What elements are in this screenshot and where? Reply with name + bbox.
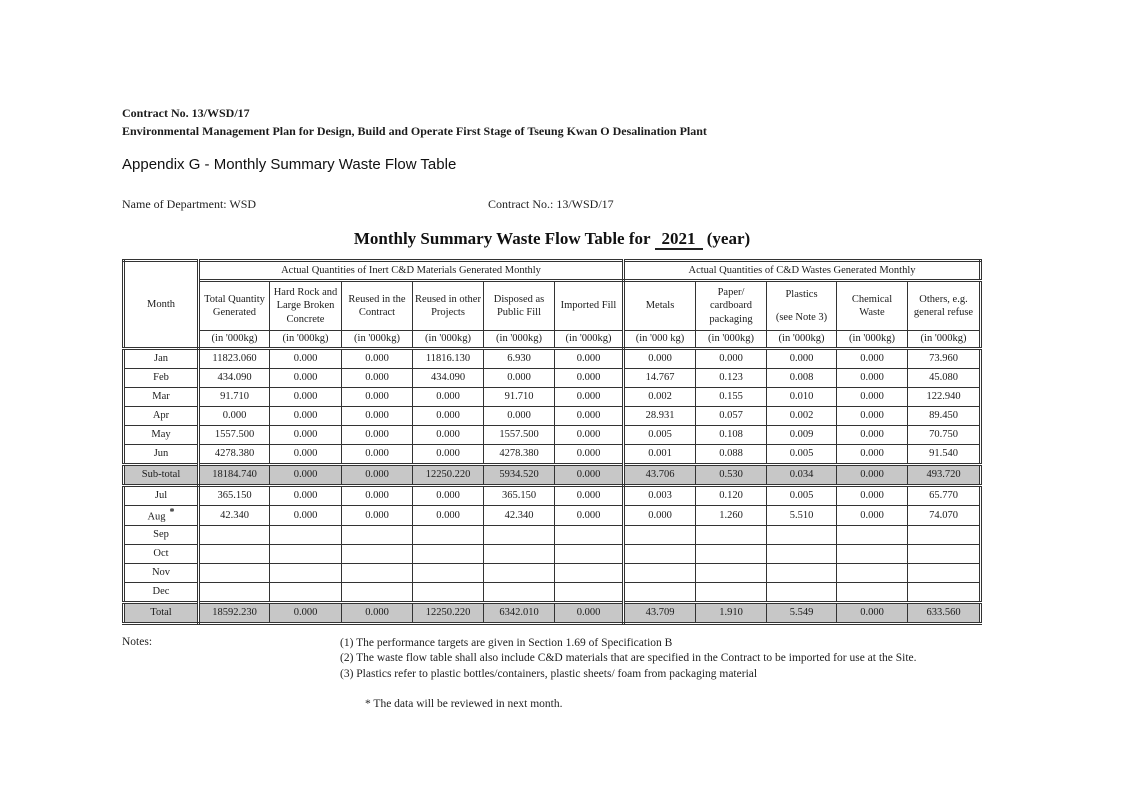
value-cell: 74.070 bbox=[908, 506, 981, 526]
row-month-cell: Total bbox=[124, 602, 199, 623]
value-cell bbox=[767, 563, 837, 582]
table-row bbox=[124, 582, 981, 602]
value-cell: 1.910 bbox=[696, 602, 767, 623]
value-cell bbox=[342, 544, 413, 563]
value-cell: 0.005 bbox=[767, 445, 837, 465]
value-cell: 0.000 bbox=[555, 369, 624, 388]
value-cell: 0.000 bbox=[270, 602, 342, 623]
value-cell: 18184.740 bbox=[199, 465, 270, 486]
table-body bbox=[124, 349, 981, 624]
value-cell: 0.002 bbox=[767, 407, 837, 426]
value-cell: 0.000 bbox=[270, 349, 342, 369]
table-row bbox=[124, 486, 981, 506]
value-cell: 0.010 bbox=[767, 388, 837, 407]
value-cell: 434.090 bbox=[413, 369, 484, 388]
value-cell bbox=[767, 544, 837, 563]
value-cell bbox=[555, 544, 624, 563]
value-cell: 122.940 bbox=[908, 388, 981, 407]
value-cell bbox=[696, 582, 767, 602]
value-cell: 0.001 bbox=[624, 445, 696, 465]
value-cell: 0.000 bbox=[342, 506, 413, 526]
table-title-prefix: Monthly Summary Waste Flow Table for bbox=[353, 229, 651, 248]
unit-cell: (in '000kg) bbox=[837, 331, 908, 349]
inert-materials-section-header: Actual Quantities of Inert C&D Materials Generated Monthly bbox=[199, 261, 624, 281]
value-cell bbox=[413, 563, 484, 582]
unit-cell: (in '000kg) bbox=[413, 331, 484, 349]
value-cell: 0.000 bbox=[555, 465, 624, 486]
value-cell: 0.000 bbox=[413, 486, 484, 506]
column-header-row bbox=[124, 281, 981, 331]
row-month-cell: Sub-total bbox=[124, 465, 199, 486]
unit-cell: (in '000kg) bbox=[342, 331, 413, 349]
value-cell: 43.709 bbox=[624, 602, 696, 623]
value-cell bbox=[199, 525, 270, 544]
contract-number-line: Contract No. 13/WSD/17 bbox=[122, 106, 250, 120]
value-cell: 42.340 bbox=[484, 506, 555, 526]
value-cell: 0.088 bbox=[696, 445, 767, 465]
appendix-title: Appendix G - Monthly Summary Waste Flow Table bbox=[122, 156, 457, 173]
project-title-line: Environmental Management Plan for Design, Build and Operate First Stage of Tseung Kwan O Desalination Plant bbox=[122, 124, 707, 138]
value-cell bbox=[342, 563, 413, 582]
value-cell: 0.009 bbox=[767, 426, 837, 445]
row-month-cell: Jan bbox=[124, 349, 199, 369]
row-month-cell: May bbox=[124, 426, 199, 445]
value-cell: 0.000 bbox=[199, 407, 270, 426]
value-cell: 0.123 bbox=[696, 369, 767, 388]
review-flag-icon: * bbox=[169, 507, 175, 518]
value-cell bbox=[342, 582, 413, 602]
month-column-header: Month bbox=[124, 261, 199, 349]
value-cell: 0.000 bbox=[270, 388, 342, 407]
value-cell bbox=[908, 525, 981, 544]
col-plastics bbox=[767, 281, 837, 331]
row-month-cell: Jun bbox=[124, 445, 199, 465]
value-cell: 0.003 bbox=[624, 486, 696, 506]
row-month-cell: Oct bbox=[124, 544, 199, 563]
value-cell: 0.000 bbox=[342, 426, 413, 445]
value-cell: 1557.500 bbox=[484, 426, 555, 445]
value-cell: 0.000 bbox=[837, 349, 908, 369]
row-month-cell: Jul bbox=[124, 486, 199, 506]
cd-wastes-section-header: Actual Quantities of C&D Wastes Generated Monthly bbox=[624, 261, 981, 281]
value-cell bbox=[484, 544, 555, 563]
value-cell: 12250.220 bbox=[413, 465, 484, 486]
value-cell: 6.930 bbox=[484, 349, 555, 369]
row-month-cell: Mar bbox=[124, 388, 199, 407]
col-total-quantity: Total Quantity Generated bbox=[199, 281, 270, 331]
value-cell bbox=[624, 525, 696, 544]
value-cell: 0.005 bbox=[767, 486, 837, 506]
value-cell: 0.000 bbox=[624, 349, 696, 369]
value-cell: 0.000 bbox=[342, 486, 413, 506]
value-cell bbox=[767, 525, 837, 544]
value-cell bbox=[624, 544, 696, 563]
col-paper: Paper/ cardboard packaging bbox=[696, 281, 767, 331]
value-cell: 0.120 bbox=[696, 486, 767, 506]
value-cell: 91.710 bbox=[199, 388, 270, 407]
col-disposed-fill: Disposed as Public Fill bbox=[484, 281, 555, 331]
unit-cell: (in '000kg) bbox=[270, 331, 342, 349]
unit-cell: (in '000kg) bbox=[199, 331, 270, 349]
value-cell: 633.560 bbox=[908, 602, 981, 623]
value-cell: 0.000 bbox=[270, 465, 342, 486]
unit-cell: (in '000kg) bbox=[696, 331, 767, 349]
department-contract-row bbox=[122, 197, 982, 212]
col-plastics-note: (see Note 3) bbox=[775, 311, 828, 323]
value-cell bbox=[413, 582, 484, 602]
value-cell: 0.000 bbox=[555, 445, 624, 465]
value-cell: 0.057 bbox=[696, 407, 767, 426]
value-cell bbox=[199, 582, 270, 602]
value-cell bbox=[270, 525, 342, 544]
table-row bbox=[124, 465, 981, 486]
value-cell bbox=[908, 544, 981, 563]
value-cell: 0.000 bbox=[484, 407, 555, 426]
value-cell bbox=[555, 525, 624, 544]
unit-cell: (in '000kg) bbox=[908, 331, 981, 349]
table-row bbox=[124, 445, 981, 465]
value-cell bbox=[696, 525, 767, 544]
row-month-cell: Dec bbox=[124, 582, 199, 602]
value-cell bbox=[484, 525, 555, 544]
value-cell: 0.000 bbox=[837, 445, 908, 465]
value-cell: 0.000 bbox=[837, 602, 908, 623]
row-month-cell: Apr bbox=[124, 407, 199, 426]
value-cell: 5934.520 bbox=[484, 465, 555, 486]
note-item: (3) Plastics refer to plastic bottles/containers, plastic sheets/ foam from packaging material bbox=[340, 667, 758, 680]
value-cell: 434.090 bbox=[199, 369, 270, 388]
table-title-suffix: (year) bbox=[706, 229, 751, 248]
table-row bbox=[124, 349, 981, 369]
value-cell bbox=[342, 525, 413, 544]
value-cell bbox=[555, 582, 624, 602]
value-cell bbox=[555, 563, 624, 582]
value-cell: 1557.500 bbox=[199, 426, 270, 445]
value-cell: 12250.220 bbox=[413, 602, 484, 623]
value-cell bbox=[484, 563, 555, 582]
value-cell: 18592.230 bbox=[199, 602, 270, 623]
value-cell: 0.000 bbox=[555, 506, 624, 526]
value-cell: 0.000 bbox=[837, 388, 908, 407]
value-cell: 0.000 bbox=[342, 445, 413, 465]
value-cell bbox=[270, 544, 342, 563]
value-cell: 365.150 bbox=[199, 486, 270, 506]
value-cell bbox=[624, 582, 696, 602]
value-cell: 0.000 bbox=[270, 486, 342, 506]
value-cell: 11823.060 bbox=[199, 349, 270, 369]
value-cell bbox=[199, 563, 270, 582]
value-cell: 0.000 bbox=[484, 369, 555, 388]
value-cell: 0.034 bbox=[767, 465, 837, 486]
unit-cell: (in '000kg) bbox=[555, 331, 624, 349]
table-row bbox=[124, 506, 981, 526]
value-cell: 365.150 bbox=[484, 486, 555, 506]
value-cell: 0.000 bbox=[837, 407, 908, 426]
value-cell: 0.000 bbox=[767, 349, 837, 369]
value-cell: 0.155 bbox=[696, 388, 767, 407]
value-cell: 0.000 bbox=[837, 486, 908, 506]
note-item: (1) The performance targets are given in Section 1.69 of Specification B bbox=[340, 636, 673, 649]
value-cell: 0.000 bbox=[837, 369, 908, 388]
value-cell: 14.767 bbox=[624, 369, 696, 388]
notes-list bbox=[340, 636, 917, 683]
department-name: Name of Department: WSD bbox=[122, 197, 257, 211]
units-row bbox=[124, 331, 981, 349]
value-cell: 45.080 bbox=[908, 369, 981, 388]
notes-section bbox=[122, 636, 982, 683]
value-cell: 0.000 bbox=[413, 426, 484, 445]
contract-number: Contract No.: 13/WSD/17 bbox=[488, 197, 614, 211]
unit-cell: (in '000 kg) bbox=[624, 331, 696, 349]
value-cell: 4278.380 bbox=[199, 445, 270, 465]
value-cell bbox=[696, 544, 767, 563]
value-cell: 0.000 bbox=[555, 602, 624, 623]
value-cell bbox=[270, 563, 342, 582]
col-metals: Metals bbox=[624, 281, 696, 331]
value-cell bbox=[413, 525, 484, 544]
row-month-cell: Feb bbox=[124, 369, 199, 388]
row-month-cell: Aug * bbox=[124, 506, 199, 526]
note-item: (2) The waste flow table shall also include C&D materials that are specified in the Contract to be imported for use at the Site. bbox=[340, 652, 917, 665]
value-cell: 5.510 bbox=[767, 506, 837, 526]
value-cell: 0.000 bbox=[270, 426, 342, 445]
value-cell: 0.000 bbox=[413, 506, 484, 526]
value-cell: 0.530 bbox=[696, 465, 767, 486]
value-cell: 0.000 bbox=[837, 426, 908, 445]
value-cell: 11816.130 bbox=[413, 349, 484, 369]
value-cell bbox=[199, 544, 270, 563]
value-cell: 0.000 bbox=[342, 407, 413, 426]
value-cell: 0.000 bbox=[837, 506, 908, 526]
value-cell: 0.000 bbox=[342, 369, 413, 388]
value-cell bbox=[767, 582, 837, 602]
table-row bbox=[124, 563, 981, 582]
col-imported-fill: Imported Fill bbox=[555, 281, 624, 331]
value-cell bbox=[413, 544, 484, 563]
value-cell: 42.340 bbox=[199, 506, 270, 526]
table-row bbox=[124, 388, 981, 407]
table-title-year: 2021 bbox=[655, 229, 703, 250]
table-title bbox=[122, 229, 982, 249]
value-cell: 0.000 bbox=[270, 445, 342, 465]
value-cell: 28.931 bbox=[624, 407, 696, 426]
value-cell bbox=[908, 563, 981, 582]
value-cell: 1.260 bbox=[696, 506, 767, 526]
table-row bbox=[124, 426, 981, 445]
value-cell: 73.960 bbox=[908, 349, 981, 369]
value-cell: 6342.010 bbox=[484, 602, 555, 623]
value-cell: 0.000 bbox=[270, 407, 342, 426]
value-cell: 0.000 bbox=[342, 465, 413, 486]
section-header-row bbox=[124, 261, 981, 281]
value-cell bbox=[908, 582, 981, 602]
value-cell: 0.000 bbox=[696, 349, 767, 369]
unit-cell: (in '000kg) bbox=[767, 331, 837, 349]
value-cell: 0.000 bbox=[342, 349, 413, 369]
value-cell: 0.000 bbox=[837, 465, 908, 486]
value-cell: 0.000 bbox=[555, 349, 624, 369]
unit-cell: (in '000kg) bbox=[484, 331, 555, 349]
row-month-cell: Nov bbox=[124, 563, 199, 582]
col-reused-contract: Reused in the Contract bbox=[342, 281, 413, 331]
value-cell: 0.000 bbox=[555, 486, 624, 506]
table-row bbox=[124, 602, 981, 623]
value-cell: 91.540 bbox=[908, 445, 981, 465]
col-others: Others, e.g. general refuse bbox=[908, 281, 981, 331]
document-content bbox=[122, 104, 982, 710]
value-cell: 0.000 bbox=[555, 388, 624, 407]
waste-flow-table bbox=[122, 259, 982, 625]
value-cell: 70.750 bbox=[908, 426, 981, 445]
value-cell bbox=[270, 582, 342, 602]
value-cell: 0.000 bbox=[270, 369, 342, 388]
col-chemical-waste: Chemical Waste bbox=[837, 281, 908, 331]
value-cell: 65.770 bbox=[908, 486, 981, 506]
value-cell: 89.450 bbox=[908, 407, 981, 426]
table-row bbox=[124, 525, 981, 544]
value-cell bbox=[837, 563, 908, 582]
col-reused-other: Reused in other Projects bbox=[413, 281, 484, 331]
notes-label: Notes: bbox=[122, 635, 153, 648]
value-cell bbox=[837, 582, 908, 602]
value-cell: 0.008 bbox=[767, 369, 837, 388]
value-cell: 0.002 bbox=[624, 388, 696, 407]
value-cell: 0.108 bbox=[696, 426, 767, 445]
row-month-cell: Sep bbox=[124, 525, 199, 544]
value-cell bbox=[484, 582, 555, 602]
col-hard-rock: Hard Rock and Large Broken Concrete bbox=[270, 281, 342, 331]
value-cell bbox=[696, 563, 767, 582]
value-cell: 0.005 bbox=[624, 426, 696, 445]
value-cell: 0.000 bbox=[624, 506, 696, 526]
asterisk-note: * The data will be reviewed in next month. bbox=[365, 698, 563, 711]
value-cell: 0.000 bbox=[342, 388, 413, 407]
value-cell: 0.000 bbox=[555, 407, 624, 426]
col-plastics-label: Plastics bbox=[785, 289, 818, 301]
value-cell: 91.710 bbox=[484, 388, 555, 407]
value-cell: 0.000 bbox=[413, 388, 484, 407]
value-cell bbox=[837, 544, 908, 563]
value-cell: 43.706 bbox=[624, 465, 696, 486]
table-row bbox=[124, 544, 981, 563]
table-row bbox=[124, 407, 981, 426]
value-cell bbox=[837, 525, 908, 544]
value-cell: 0.000 bbox=[555, 426, 624, 445]
value-cell: 493.720 bbox=[908, 465, 981, 486]
value-cell: 4278.380 bbox=[484, 445, 555, 465]
value-cell bbox=[624, 563, 696, 582]
value-cell: 5.549 bbox=[767, 602, 837, 623]
value-cell: 0.000 bbox=[342, 602, 413, 623]
value-cell: 0.000 bbox=[413, 445, 484, 465]
table-row bbox=[124, 369, 981, 388]
value-cell: 0.000 bbox=[413, 407, 484, 426]
value-cell: 0.000 bbox=[270, 506, 342, 526]
